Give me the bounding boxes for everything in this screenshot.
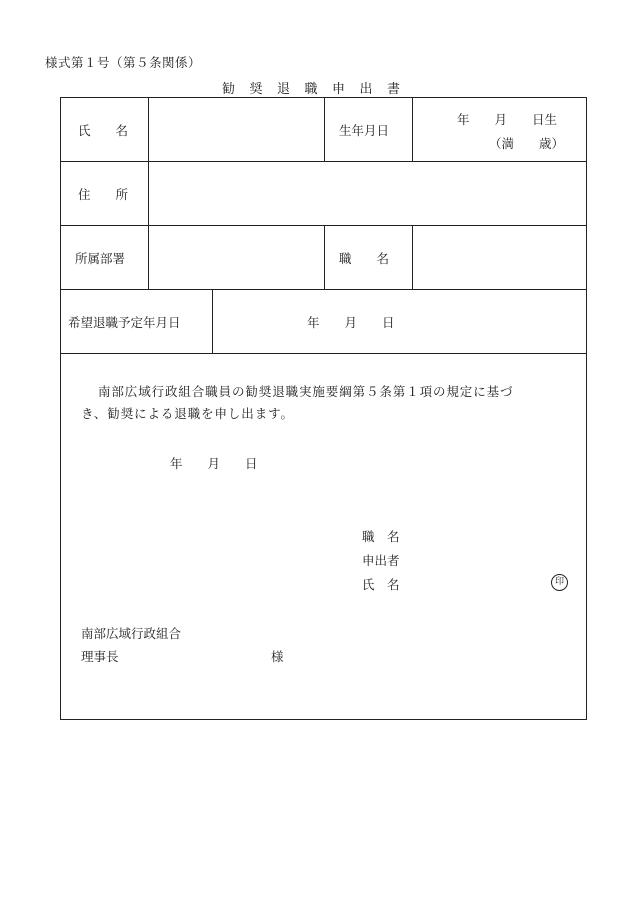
column-divider	[324, 225, 325, 289]
submission-date: 年 月 日	[170, 456, 258, 471]
applicant-name-label: 氏 名	[362, 577, 400, 592]
document-title: 勧奨退職申出書	[222, 82, 415, 97]
position-label: 職 名	[339, 251, 390, 266]
form-number: 様式第１号（第５条関係）	[45, 55, 202, 70]
address-label: 住 所	[78, 187, 129, 202]
birth-date-format: 年 月 日生	[457, 112, 558, 127]
department-field[interactable]	[149, 226, 324, 289]
address-field[interactable]	[149, 162, 586, 225]
birth-date-label: 生年月日	[339, 123, 390, 138]
recipient-organization: 南部広域行政組合	[81, 626, 182, 641]
statement-line-1: 南部広域行政組合職員の勧奨退職実施要綱第５条第１項の規定に基づ	[98, 384, 514, 399]
statement-line-2: き、勧奨による退職を申し出ます。	[81, 406, 294, 421]
recipient-title: 理事長	[81, 649, 119, 664]
department-label: 所属部署	[75, 251, 126, 266]
applicant-position-label: 職 名	[362, 529, 400, 544]
name-field[interactable]	[149, 98, 324, 161]
retirement-date-label: 希望退職予定年月日	[68, 315, 181, 330]
retirement-date-format: 年 月 日	[307, 315, 395, 330]
name-label: 氏 名	[78, 123, 129, 138]
row-divider	[60, 353, 587, 354]
column-divider	[324, 97, 325, 161]
applicant-label: 申出者	[362, 553, 400, 568]
seal-mark: 印	[551, 574, 568, 591]
age-format: （満 歳）	[489, 136, 565, 151]
retirement-date-field[interactable]	[213, 290, 586, 353]
recipient-honorific: 様	[271, 649, 284, 664]
position-field[interactable]	[413, 226, 586, 289]
